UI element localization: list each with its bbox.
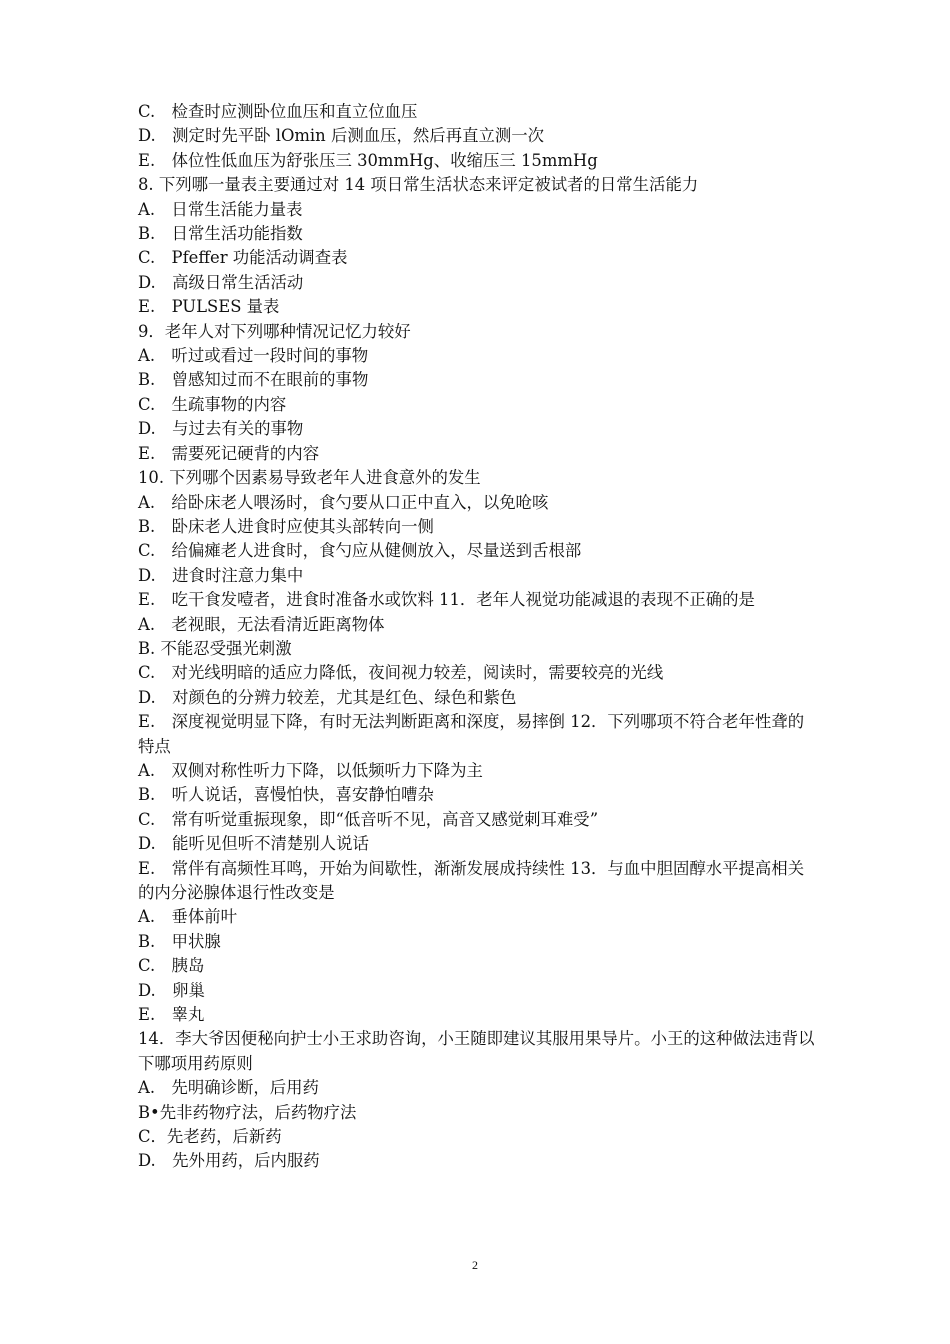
option-line: E. 睾丸 <box>138 1005 205 1025</box>
option-line: D. 高级日常生活活动 <box>138 272 304 292</box>
document-body <box>138 100 818 1174</box>
option-line: B•先非药物疗法，后药物疗法 <box>138 1102 357 1122</box>
option-line: D. 进食时注意力集中 <box>138 565 304 585</box>
text-line: D. 测定时先平卧 lOmin 后测血压，然后再直立测一次 <box>138 126 545 146</box>
page-number: 2 <box>472 1258 478 1272</box>
option-line: D. 先外用药，后内服药 <box>138 1151 320 1171</box>
option-line: B. 不能忍受强光刺激 <box>138 638 292 658</box>
option-line: B. 日常生活功能指数 <box>138 224 303 244</box>
question-line: 10. 下列哪个因素易导致老年人进食意外的发生 <box>138 468 481 488</box>
option-line: A. 给卧床老人喂汤时，食勺要从口正中直入，以免呛咳 <box>138 492 549 512</box>
option-line: D. 能听见但听不清楚别人说话 <box>138 834 369 854</box>
question-line: 14．李大爷因便秘向护士小王求助咨询，小王随即建议其服用果导片。小王的这种做法违背以下哪项用药原则 <box>138 1029 815 1073</box>
text-line: C. 检查时应测卧位血压和直立位血压 <box>138 102 418 121</box>
option-line: B. 甲状腺 <box>138 931 221 951</box>
option-line: E. 常伴有高频性耳鸣，开始为间歇性，渐渐发展成持续性 13．与血中胆固醇水平提高相关的内分泌腺体退行性改变是 <box>138 858 805 902</box>
option-line: A. 老视眼，无法看清近距离物体 <box>138 614 385 634</box>
option-line: C. 生疏事物的内容 <box>138 394 287 414</box>
option-line: C. Pfeffer 功能活动调查表 <box>138 248 348 268</box>
option-line: A. 先明确诊断，后用药 <box>138 1078 319 1098</box>
option-line: B. 曾感知过而不在眼前的事物 <box>138 370 369 390</box>
option-line: A. 垂体前叶 <box>138 907 237 927</box>
option-line: B. 听人说话，喜慢怕快，喜安静怕嘈杂 <box>138 785 434 805</box>
option-line: C．先老药，后新药 <box>138 1127 282 1147</box>
option-line: E. 深度视觉明显下降，有时无法判断距离和深度，易摔倒 12．下列哪项不符合老年性聋的特点 <box>138 712 805 756</box>
option-line: D. 对颜色的分辨力较差，尤其是红色、绿色和紫色 <box>138 687 517 707</box>
question-line: 8. 下列哪一量表主要通过对 14 项日常生活状态来评定被试者的日常生活能力 <box>138 175 699 195</box>
question-line: 9．老年人对下列哪种情况记忆力较好 <box>138 321 411 341</box>
option-line: E. 吃干食发噎者，进食时准备水或饮料 11．老年人视觉功能减退的表现不正确的是 <box>138 590 755 610</box>
option-line: D. 卵巢 <box>138 980 205 1000</box>
option-line: E. PULSES 量表 <box>138 297 280 317</box>
option-line: D. 与过去有关的事物 <box>138 419 304 439</box>
option-line: A. 双侧对称性听力下降，以低频听力下降为主 <box>138 760 483 780</box>
option-line: E. 需要死记硬背的内容 <box>138 443 320 463</box>
option-line: A. 日常生活能力量表 <box>138 199 303 219</box>
text-line: E. 体位性低血压为舒张压三 30mmHg、收缩压三 15mmHg <box>138 150 598 170</box>
option-line: A. 听过或看过一段时间的事物 <box>138 346 369 366</box>
option-line: C. 给偏瘫老人进食时，食勺应从健侧放入，尽量送到舌根部 <box>138 541 582 561</box>
option-line: B. 卧床老人进食时应使其头部转向一侧 <box>138 516 434 536</box>
option-line: C. 胰岛 <box>138 956 205 976</box>
option-line: C. 对光线明暗的适应力降低，夜间视力较差，阅读时，需要较亮的光线 <box>138 663 664 683</box>
option-line: C. 常有听觉重振现象，即“低音听不见，高音又感觉刺耳难受” <box>138 809 599 829</box>
